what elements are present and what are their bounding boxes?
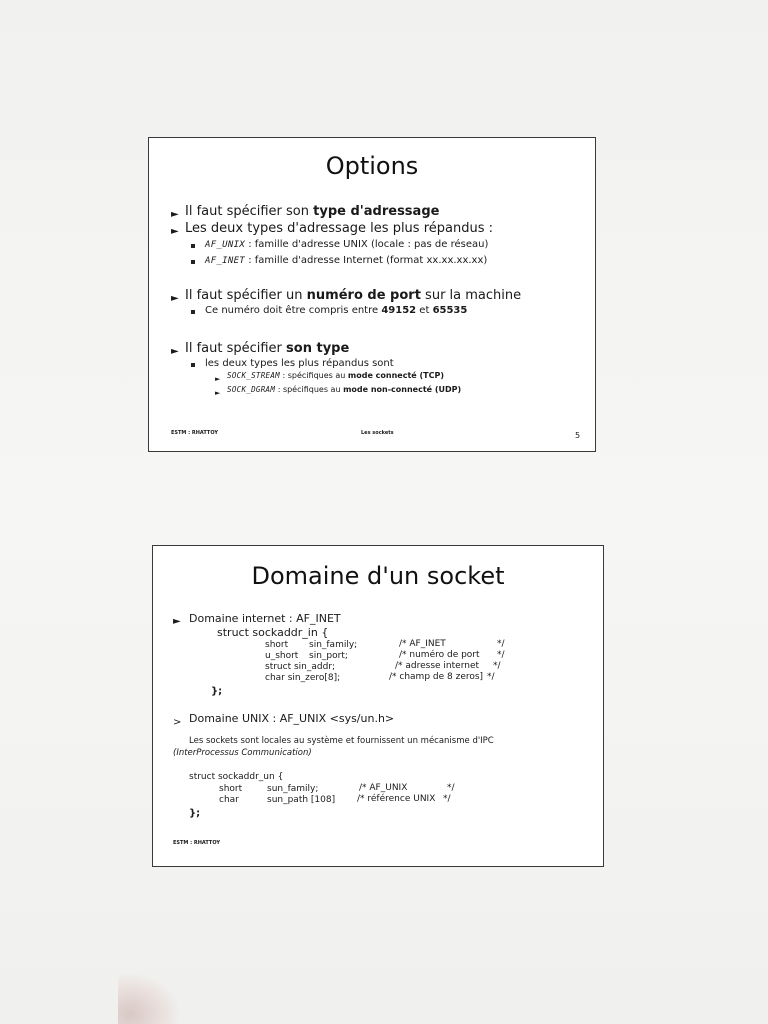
code-type: struct sin_addr; [265,662,336,672]
sub-two-types: les deux types les plus répandus sont [205,358,394,369]
footer-author: ESTM : RHATTOY [171,430,219,436]
bullet-arrow-icon: ► [171,226,179,237]
bullet-port-number: Il faut spécifier un numéro de port sur la machine [185,288,522,303]
sub-port-range: Ce numéro doit être compris entre 49152 et 65535 [205,305,468,316]
slide-socket-domain [152,545,604,867]
footer-author: ESTM : RHATTOY [173,840,221,846]
code-comment-end: */ [493,661,501,671]
code-comment: /* AF_INET [399,639,446,649]
bullet-arrow-icon: ► [173,616,181,627]
code-type: short [265,640,289,650]
struct-sockaddr-un: struct sockaddr_un { [189,772,284,782]
square-bullet-icon [191,244,195,248]
bullet-arrow-icon: ► [171,346,179,357]
bullet-internet-domain: Domaine internet : AF_INET [189,612,341,625]
sub-af-unix: AF_UNIX : famille d'adresse UNIX (locale : pas de réseau) [205,239,489,250]
struct-close: }; [189,808,201,819]
slide-title: Options [325,152,419,180]
code-comment: /* AF_UNIX [359,783,408,793]
ipc-definition: (InterProcessus Communication) [173,748,312,758]
bullet-two-types: Les deux types d'adressage les plus répandus : [185,221,493,236]
bullet-unix-domain: Domaine UNIX : AF_UNIX <sys/un.h> [189,712,395,725]
sub-sock-dgram: SOCK_DGRAM : spécifiques au mode non-connecté (UDP) [227,385,462,394]
code-comment-end: */ [497,650,505,660]
code-comment-end: */ [497,639,505,649]
page-corner-shadow [118,975,178,1024]
code-type: short [219,784,243,794]
code-comment: /* numéro de port [399,650,480,660]
square-bullet-icon [191,260,195,264]
struct-sockaddr-in: struct sockaddr_in { [217,626,329,639]
footer-title: Les sockets [361,430,394,436]
code-field: sun_path [108] [267,795,336,805]
code-comment-end: */ [443,794,451,804]
code-field: sin_port; [309,651,348,661]
sub-af-inet: AF_INET : famille d'adresse Internet (format xx.xx.xx.xx) [205,255,488,266]
code-comment-end: */ [487,672,495,682]
struct-close: }; [211,686,223,697]
code-comment-end: */ [447,783,455,793]
unix-description: Les sockets sont locales au système et fournissent un mécanisme d'IPC [189,736,494,746]
slide-title: Domaine d'un socket [251,562,505,590]
code-comment: /* référence UNIX [357,794,436,804]
code-type: char sin_zero[8]; [265,673,341,683]
code-comment: /* champ de 8 zeros] [389,672,484,682]
bullet-arrow-icon: ► [171,293,179,304]
code-type: char [219,795,239,805]
code-field: sin_family; [309,640,358,650]
page-number: 5 [575,431,581,440]
bullet-address-type: Il faut spécifier son type d'adressage [185,204,440,219]
code-field: sun_family; [267,784,319,794]
bullet-arrow-icon: ► [215,389,221,397]
code-type: u_short [265,651,299,661]
square-bullet-icon [191,310,195,314]
bullet-arrow-icon: ► [171,209,179,220]
bullet-socket-type: Il faut spécifier son type [185,341,350,356]
sub-sock-stream: SOCK_STREAM : spécifiques au mode connecté (TCP) [227,371,444,380]
bullet-arrow-icon: ► [215,375,221,383]
slide-options [148,137,596,452]
square-bullet-icon [191,363,195,367]
chevron-right-icon: > [173,717,182,728]
code-comment: /* adresse internet [395,661,480,671]
